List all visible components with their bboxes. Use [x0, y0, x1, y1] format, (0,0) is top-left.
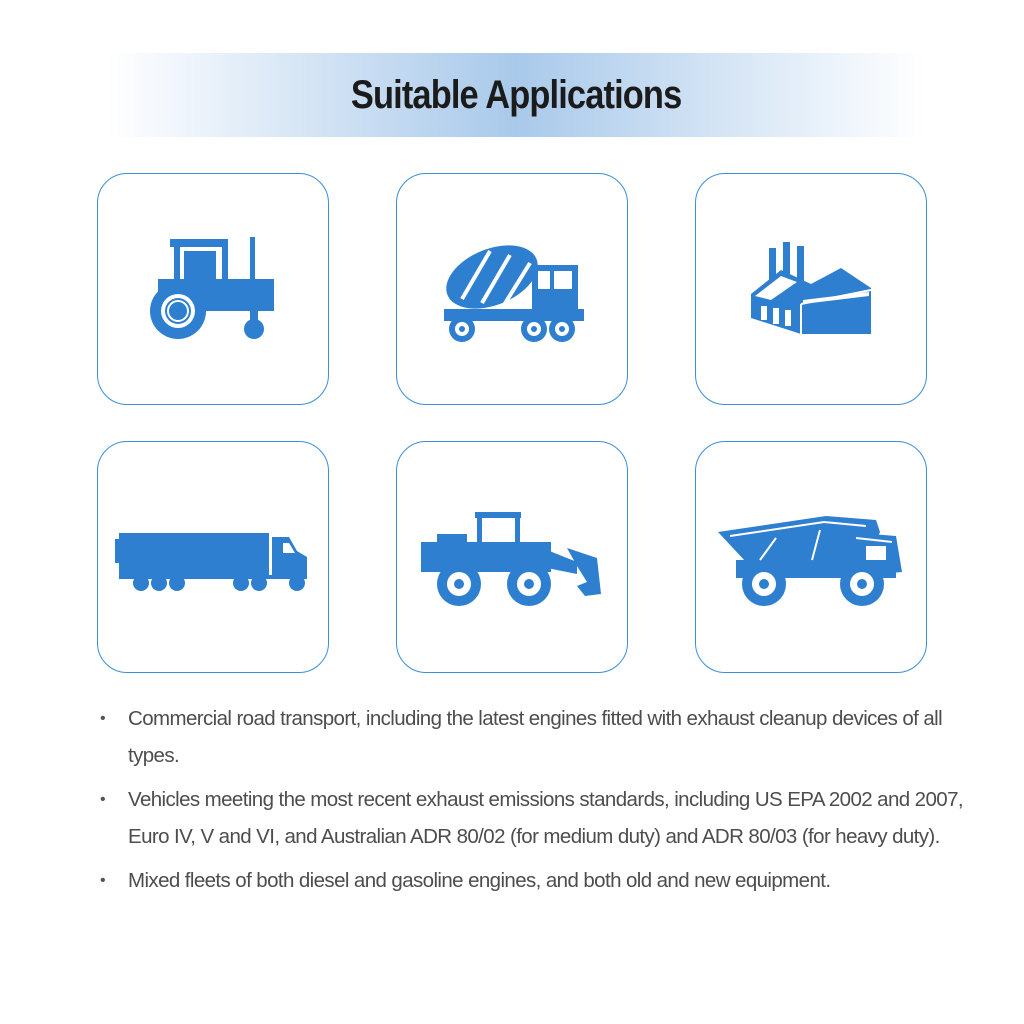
application-tile-factory — [695, 173, 927, 405]
application-tile-wheel-loader — [396, 441, 628, 673]
application-tile-semi-truck — [97, 441, 329, 673]
page-title: Suitable Applications — [350, 72, 682, 117]
cement-mixer-truck-icon — [432, 229, 592, 349]
application-tile-dump-truck — [695, 441, 927, 673]
application-tile-cement-mixer — [396, 173, 628, 405]
list-item: • Commercial road transport, including the latest engines fitted with exhaust cleanup devices of all types. — [100, 700, 990, 774]
application-tile-tractor — [97, 173, 329, 405]
mining-dump-truck-icon — [716, 502, 906, 612]
semi-trailer-truck-icon — [113, 517, 313, 597]
list-item: • Vehicles meeting the most recent exhaust emissions standards, including US EPA 2002 and 2007, Euro IV, V and VI, and Australian ADR 80/02 (for medium duty) and ADR 80/03 (for heavy duty). — [100, 781, 990, 855]
factory-icon — [741, 234, 881, 344]
tractor-icon — [138, 229, 288, 349]
list-item: • Mixed fleets of both diesel and gasoline engines, and both old and new equipment. — [100, 862, 990, 899]
title-banner — [107, 53, 925, 137]
applications-list — [100, 700, 990, 906]
wheel-loader-icon — [417, 502, 607, 612]
